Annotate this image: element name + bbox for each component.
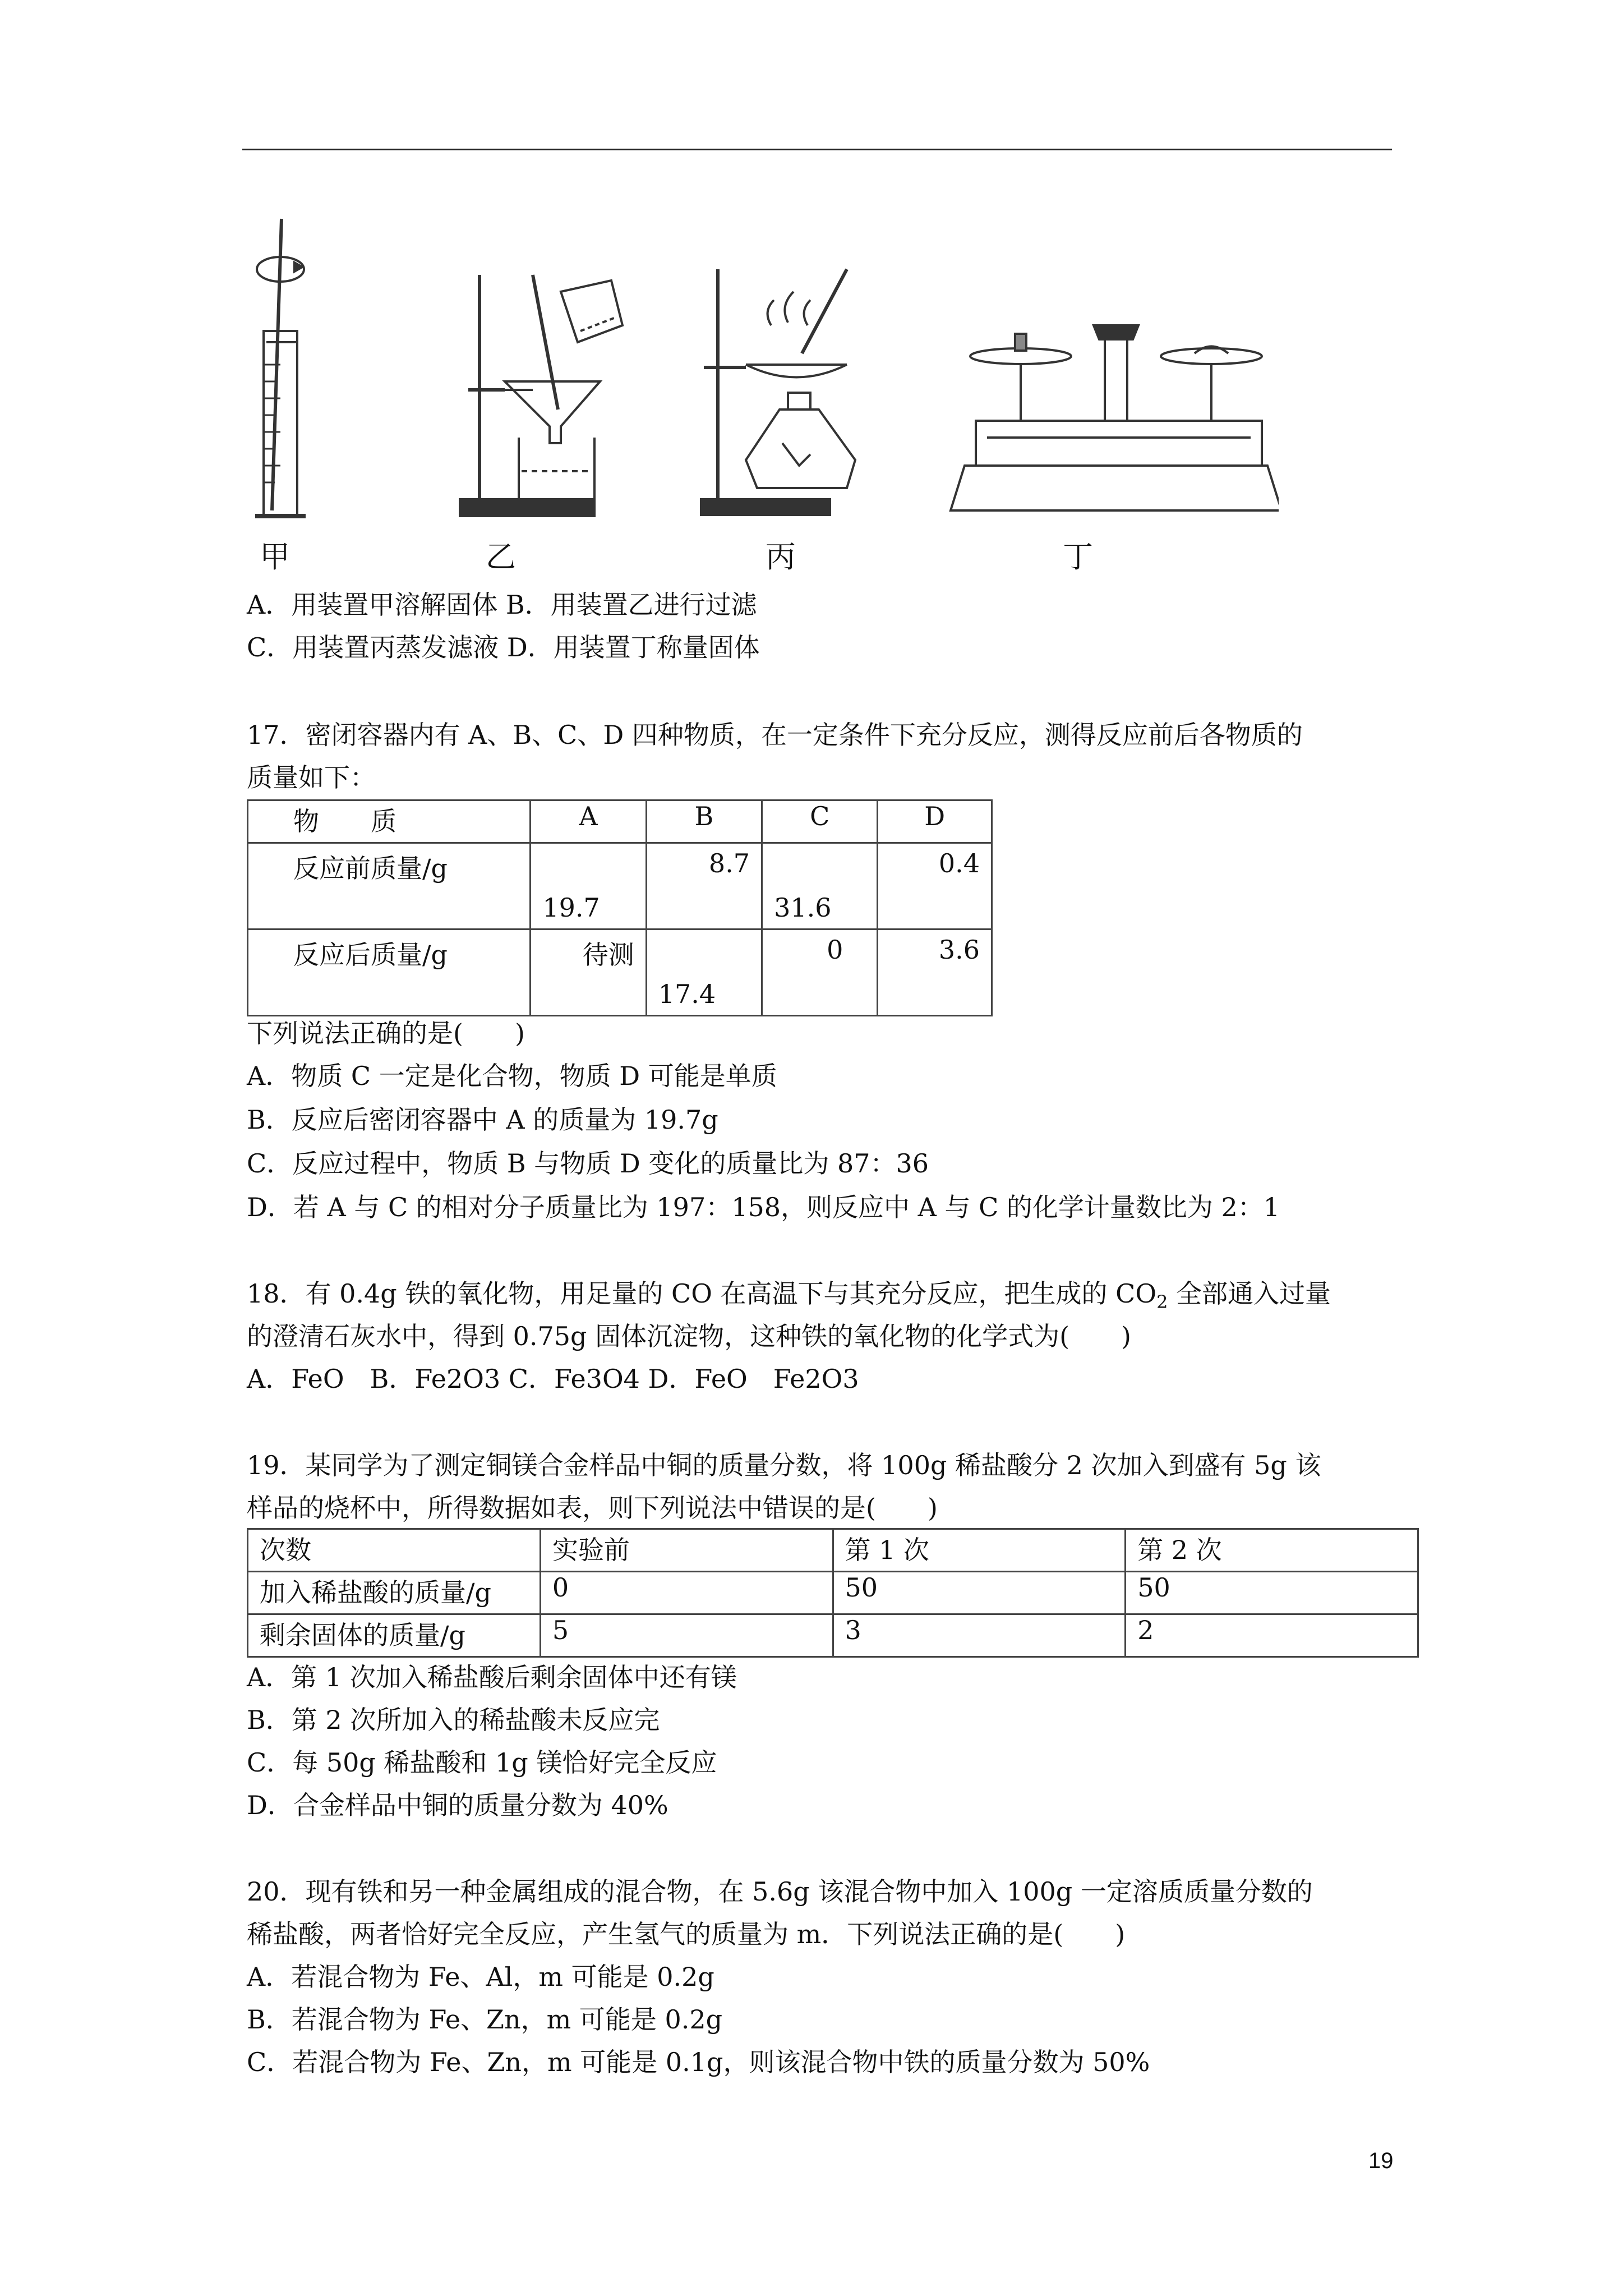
q16-options-line1: A．用装置甲溶解固体 B．用装置乙进行过滤 (247, 590, 757, 620)
q19-option-c: C．每 50g 稀盐酸和 1g 镁恰好完全反应 (247, 1747, 717, 1778)
table-cell: 50 (833, 1572, 1126, 1614)
q20-option-b: B．若混合物为 Fe、Zn，m 可能是 0.2g (247, 2004, 723, 2035)
table-row (248, 1529, 1418, 1572)
figure-label-yi: 乙 (486, 539, 516, 574)
table-cell: 待测 (531, 930, 646, 1016)
q16-options-line2: C．用装置丙蒸发滤液 D．用装置丁称量固体 (247, 632, 760, 662)
header-rule (242, 149, 1392, 150)
q19-stem-line2: 样品的烧杯中，所得数据如表，则下列说法中错误的是( ) (247, 1493, 938, 1523)
q17-option-d: D．若 A 与 C 的相对分子质量比为 197：158，则反应中 A 与 C 的化学计量数比为 2：1 (247, 1192, 1280, 1222)
table-cell: 第 1 次 (833, 1529, 1126, 1572)
q19-stem-line1: 19．某同学为了测定铜镁合金样品中铜的质量分数，将 100g 稀盐酸分 2 次加入到盛有 5g 该 (247, 1450, 1321, 1480)
table-cell: 19.7 (531, 843, 646, 930)
table-cell: 物 质 (248, 800, 531, 843)
q20-stem-line1: 20．现有铁和另一种金属组成的混合物，在 5.6g 该混合物中加入 100g 一定溶质质量分数的 (247, 1876, 1313, 1907)
table-row (248, 843, 992, 930)
table-cell: 次数 (248, 1529, 541, 1572)
page-number: 19 (1368, 2148, 1394, 2173)
q20-option-a: A．若混合物为 Fe、Al，m 可能是 0.2g (247, 1962, 714, 1992)
q19-option-d: D．合金样品中铜的质量分数为 40% (247, 1790, 668, 1820)
table-cell: 0.4 (878, 843, 992, 930)
table-cell: 反应后质量/g (248, 930, 531, 1016)
q17-prompt: 下列说法正确的是( ) (247, 1018, 525, 1048)
graduated-cylinder-illustration (255, 219, 306, 516)
table-cell: 加入稀盐酸的质量/g (248, 1572, 541, 1614)
table-cell: 0 (762, 930, 878, 1016)
table-cell: 17.4 (646, 930, 762, 1016)
q19-option-a: A．第 1 次加入稀盐酸后剩余固体中还有镁 (247, 1662, 737, 1692)
table-cell: B (646, 800, 762, 843)
q20-stem-line2: 稀盐酸，两者恰好完全反应，产生氢气的质量为 m．下列说法正确的是( ) (247, 1919, 1126, 1949)
q17-option-c: C．反应过程中，物质 B 与物质 D 变化的质量比为 87：36 (247, 1148, 929, 1179)
table-cell: 反应前质量/g (248, 843, 531, 930)
table-cell: 3.6 (878, 930, 992, 1016)
q17-option-b: B．反应后密闭容器中 A 的质量为 19.7g (247, 1105, 718, 1135)
table-cell: 0 (540, 1572, 833, 1614)
q18-subscript: 2 (1156, 1291, 1168, 1313)
table-cell: 5 (540, 1614, 833, 1657)
balance-illustration (951, 325, 1279, 510)
q20-option-c: C．若混合物为 Fe、Zn，m 可能是 0.1g，则该混合物中铁的质量分数为 50% (247, 2047, 1150, 2077)
apparatus-figure (241, 196, 1279, 583)
table-row (248, 1614, 1418, 1657)
table-row (248, 1572, 1418, 1614)
q18-stem-line1-pre: 18．有 0.4g 铁的氧化物，用足量的 CO 在高温下与其充分反应，把生成的 CO (247, 1278, 1157, 1309)
table-cell: 剩余固体的质量/g (248, 1614, 541, 1657)
table-cell: A (531, 800, 646, 843)
table-cell: 实验前 (540, 1529, 833, 1572)
table-cell: C (762, 800, 878, 843)
q18-stem-line1 (247, 1277, 1331, 1319)
q18-options: A．FeO B．Fe2O3 C．Fe3O4 D．FeO Fe2O3 (247, 1364, 859, 1394)
q17-data-table (247, 799, 993, 1016)
q17-option-a: A．物质 C 一定是化合物，物质 D 可能是单质 (247, 1061, 777, 1091)
table-cell: 8.7 (646, 843, 762, 930)
table-cell: D (878, 800, 992, 843)
q19-data-table (247, 1528, 1419, 1658)
figure-label-bing: 丙 (766, 539, 796, 574)
table-row (248, 800, 992, 843)
filtration-illustration (460, 275, 623, 516)
table-cell: 2 (1126, 1614, 1418, 1657)
q18-stem-line2: 的澄清石灰水中，得到 0.75g 固体沉淀物，这种铁的氧化物的化学式为( ) (247, 1321, 1132, 1351)
table-cell: 50 (1126, 1572, 1418, 1614)
q17-stem-line1: 17．密闭容器内有 A、B、C、D 四种物质，在一定条件下充分反应，测得反应前后各物质的 (247, 720, 1303, 750)
q17-stem-line2: 质量如下： (247, 762, 376, 793)
q19-option-b: B．第 2 次所加入的稀盐酸未反应完 (247, 1705, 660, 1735)
q18-stem-line1-post: 全部通入过量 (1168, 1278, 1331, 1309)
figure-label-jia: 甲 (260, 539, 290, 574)
table-cell: 第 2 次 (1126, 1529, 1418, 1572)
figure-label-ding: 丁 (1063, 539, 1093, 574)
table-cell: 3 (833, 1614, 1126, 1657)
table-cell: 31.6 (762, 843, 878, 930)
evaporation-illustration (701, 269, 855, 515)
table-row (248, 930, 992, 1016)
